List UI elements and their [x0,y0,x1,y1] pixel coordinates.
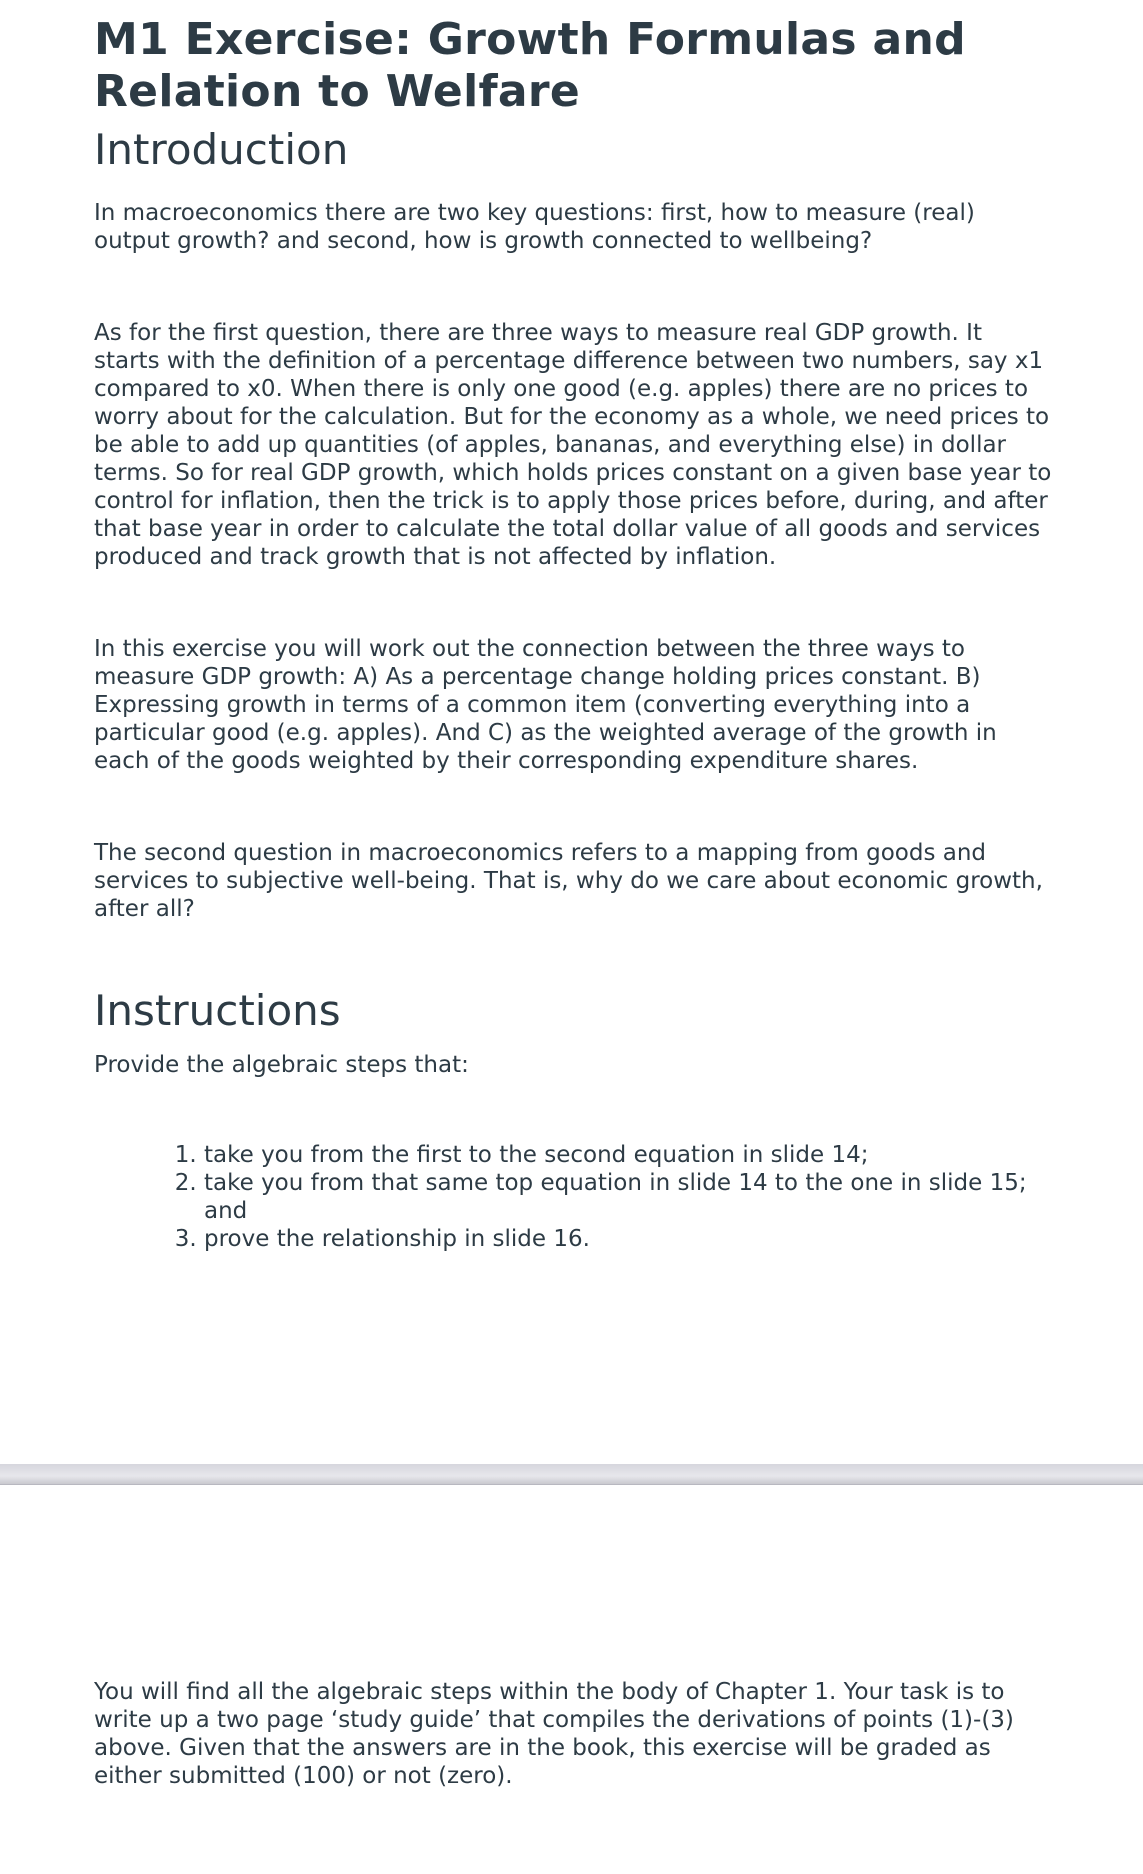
intro-paragraph-3: In this exercise you will work out the connection between the three ways to measure GDP growth: A) As a percentage change holding prices constant. B) Expressing growth in terms of a common item (converting everything into a particular good (e.g. apples). And C) as the weighted average of the growth in each of the goods weighted by their corresponding expenditure shares. [94,636,997,774]
intro-paragraph-4: The second question in macroeconomics refers to a mapping from goods and services to subjective well-being. That is, why do we care about economic growth, after all? [94,840,1043,922]
page-title: M1 Exercise: Growth Formulas and Relation to Welfare [94,14,966,117]
list-item: 2. take you from that same top equation in slide 14 to the one in slide 15; and [204,1169,1054,1225]
instructions-closing-section [94,1678,1054,1790]
instructions-heading: Instructions [94,986,341,1035]
instructions-steps-list [94,1141,1054,1253]
assignment-content [94,14,1054,1253]
instructions-lead: Provide the algebraic steps that: [94,1052,469,1078]
intro-paragraph-2: As for the first question, there are three ways to measure real GDP growth. It starts with the definition of a percentage difference between two numbers, say x1 compared to x0. When there is only one good (e.g. apples) there are no prices to worry about for the calculation. But for the economy as a whole, we need prices to be able to add up quantities (of apples, bananas, and everything else) in dollar terms. So for real GDP growth, which holds prices constant on a given base year to control for inflation, then the trick is to apply those prices before, during, and after that base year in order to calculate the total dollar value of all goods and services produced and track growth that is not affected by inflation. [94,320,1052,570]
list-item: 1. take you from the first to the second equation in slide 14; [204,1141,1054,1169]
intro-paragraph-1: In macroeconomics there are two key questions: first, how to measure (real) output growth? and second, how is growth connected to wellbeing? [94,200,975,254]
introduction-heading: Introduction [94,125,349,174]
instructions-closing: You will find all the algebraic steps within the body of Chapter 1. Your task is to write up a two page ‘study guide’ that compiles the derivations of points (1)-(3) above. Given that the answers are in the book, this exercise will be graded as either submitted (100) or not (zero). [94,1679,1014,1789]
page-divider [0,1464,1143,1485]
list-item: 3. prove the relationship in slide 16. [204,1225,1054,1253]
